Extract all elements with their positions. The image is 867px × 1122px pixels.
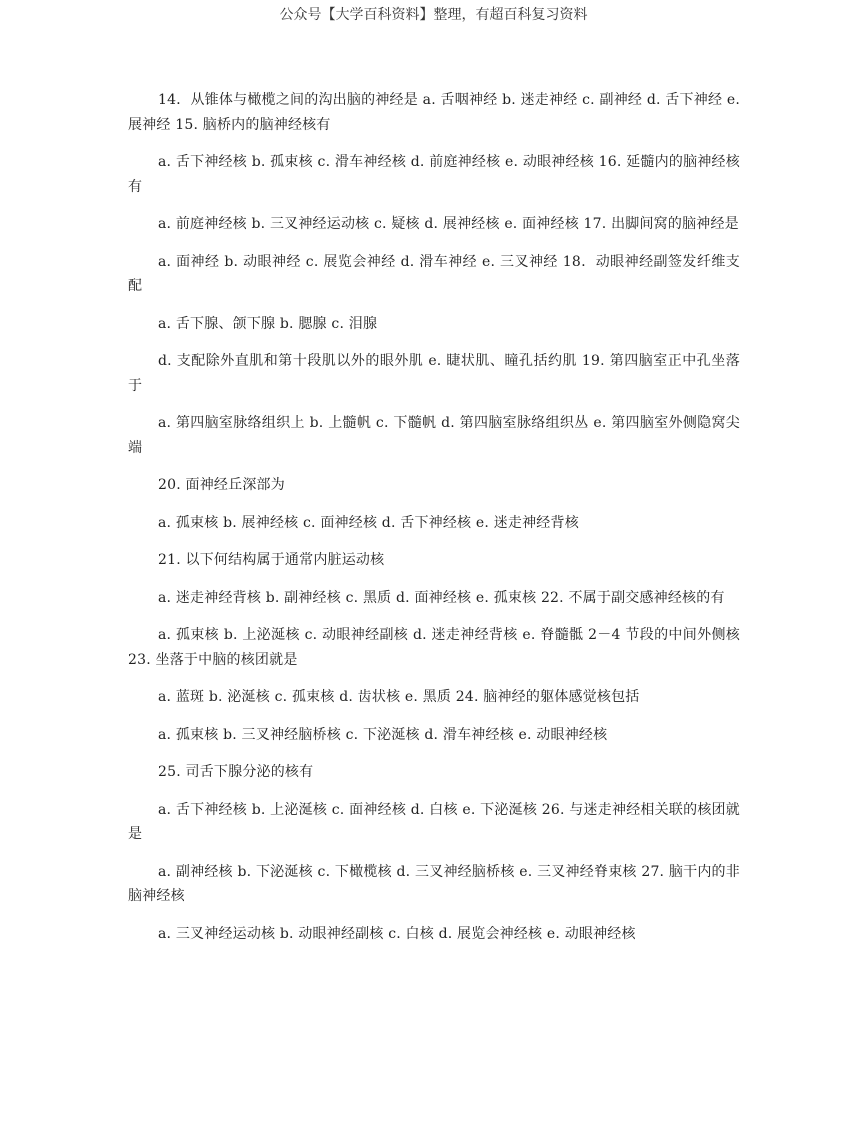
- question-paragraph: a. 孤束核 b. 上泌涎核 c. 动眼神经副核 d. 迷走神经背核 e. 脊髓骶 2－4 节段的中间外侧核 23. 坐落于中脑的核团就是: [128, 627, 740, 668]
- question-paragraph: a. 舌下神经核 b. 上泌涎核 c. 面神经核 d. 白核 e. 下泌涎核 26. 与迷走神经相关联的核团就是: [128, 801, 740, 842]
- question-paragraph: 21. 以下何结构属于通常内脏运动核: [158, 552, 385, 568]
- question-paragraph: 14．从锥体与橄榄之间的沟出脑的神经是 a. 舌咽神经 b. 迷走神经 c. 副神经 d. 舌下神经 e. 展神经 15. 脑桥内的脑神经核有: [128, 92, 740, 133]
- question-paragraph: a. 蓝斑 b. 泌涎核 c. 孤束核 d. 齿状核 e. 黑质 24. 脑神经的躯体感觉核包括: [158, 689, 640, 705]
- question-paragraph: 20. 面神经丘深部为: [158, 477, 285, 493]
- question-paragraph: d. 支配除外直肌和第十段肌以外的眼外肌 e. 睫状肌、瞳孔括约肌 19. 第四脑室正中孔坐落于: [128, 353, 740, 394]
- document-body: [128, 88, 740, 959]
- question-paragraph: a. 三叉神经运动核 b. 动眼神经副核 c. 白核 d. 展览会神经核 e. 动眼神经核: [158, 925, 636, 942]
- question-paragraph: a. 孤束核 b. 三叉神经脑桥核 c. 下泌涎核 d. 滑车神经核 e. 动眼神经核: [158, 726, 608, 743]
- question-paragraph: 25. 司舌下腺分泌的核有: [158, 764, 314, 780]
- question-paragraph: a. 面神经 b. 动眼神经 c. 展览会神经 d. 滑车神经 e. 三叉神经 18．动眼神经副签发纤维支配: [128, 253, 740, 294]
- question-paragraph: a. 迷走神经背核 b. 副神经核 c. 黑质 d. 面神经核 e. 孤束核 22. 不属于副交感神经核的有: [158, 589, 725, 606]
- page-header: 公众号【大学百科资料】整理，有超百科复习资料: [279, 7, 588, 23]
- question-paragraph: a. 舌下神经核 b. 孤束核 c. 滑车神经核 d. 前庭神经核 e. 动眼神经核 16. 延髓内的脑神经核有: [128, 154, 740, 195]
- question-paragraph: a. 孤束核 b. 展神经核 c. 面神经核 d. 舌下神经核 e. 迷走神经背核: [158, 514, 579, 531]
- question-paragraph: a. 舌下腺、颌下腺 b. 腮腺 c. 泪腺: [158, 315, 378, 332]
- question-paragraph: a. 副神经核 b. 下泌涎核 c. 下橄榄核 d. 三叉神经脑桥核 e. 三叉神经脊束核 27. 脑干内的非脑神经核: [128, 863, 740, 904]
- question-paragraph: a. 第四脑室脉络组织上 b. 上髓帆 c. 下髓帆 d. 第四脑室脉络组织丛 e. 第四脑室外侧隐窝尖端: [128, 415, 740, 456]
- question-paragraph: a. 前庭神经核 b. 三叉神经运动核 c. 疑核 d. 展神经核 e. 面神经核 17. 出脚间窝的脑神经是: [158, 216, 739, 232]
